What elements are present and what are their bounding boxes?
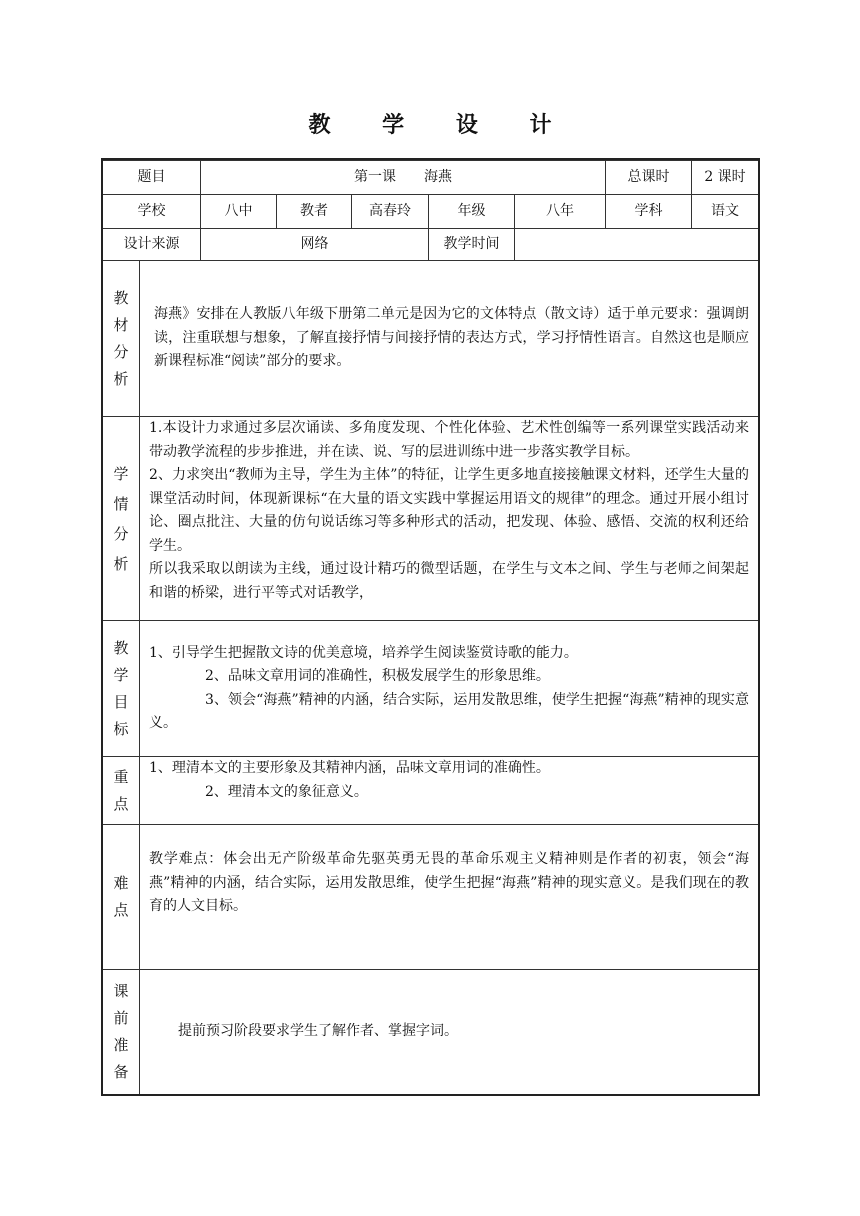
school-label: 学校 xyxy=(102,194,201,229)
page-title: 教 学 设 计 xyxy=(308,112,574,138)
difficulties-label xyxy=(102,824,140,970)
label-char: 分 xyxy=(113,524,129,543)
label-char: 难 xyxy=(113,874,129,892)
label-char: 学 xyxy=(113,665,129,684)
goal-item-2: 2、品味文章用词的准确性，积极发展学生的形象思维。 xyxy=(205,668,550,684)
material-analysis-content xyxy=(139,260,759,417)
label-char: 点 xyxy=(113,901,129,919)
label-char: 析 xyxy=(113,554,129,573)
key-point-item-2: 2、理清本文的象征意义。 xyxy=(205,783,368,800)
key-points-label xyxy=(102,756,140,825)
learner-analysis-item-3: 所以我采取以朗读为主线，通过设计精巧的微型话题，在学生与文本之间、学生与老师之间架起和谐的桥梁，进行平等式对话教学， xyxy=(149,561,749,601)
total-hours-label: 总课时 xyxy=(605,160,692,195)
preparation-label xyxy=(102,969,140,1095)
difficulties-text: 教学难点：体会出无产阶级革命先驱英勇无畏的革命乐观主义精神则是作者的初衷，领会“海燕”精神的内涵，结合实际，运用发散思维，使学生把握“海燕”精神的现实意义。是我们现在的教育的人文目标。 xyxy=(149,851,749,914)
teacher-value: 高春玲 xyxy=(351,194,429,229)
label-char: 重 xyxy=(113,767,129,786)
grade-value: 八年 xyxy=(514,194,606,229)
teaching-time-label: 教学时间 xyxy=(428,228,515,261)
teaching-time-value xyxy=(514,228,759,261)
key-points-content xyxy=(139,756,759,825)
material-analysis-label xyxy=(102,260,140,417)
topic-label: 题目 xyxy=(102,160,201,195)
subject-value: 语文 xyxy=(691,194,759,229)
label-char: 备 xyxy=(113,1063,129,1081)
label-char: 析 xyxy=(113,369,129,388)
learner-analysis-content xyxy=(139,416,759,621)
goal-item-3: 3、领会“海燕”精神的内涵，结合实际，运用发散思维，使学生把握“海燕”精神的现实意义。 xyxy=(149,691,749,731)
teaching-goals-label xyxy=(102,620,140,757)
learner-analysis-label xyxy=(102,416,140,621)
label-char: 目 xyxy=(113,692,129,711)
source-value: 网络 xyxy=(200,228,429,261)
material-analysis-text: 海燕》安排在人教版八年级下册第二单元是因为它的文体特点（散文诗）适于单元要求：强调朗读，注重联想与想象，了解直接抒情与间接抒情的表达方式，学习抒情性语言。自然这也是顺应新课程标准“阅读”部分的要求。 xyxy=(154,306,749,370)
label-char: 情 xyxy=(113,494,129,513)
school-value: 八中 xyxy=(200,194,277,229)
grade-label: 年级 xyxy=(428,194,515,229)
teaching-goals-content xyxy=(139,620,759,757)
label-char: 材 xyxy=(113,315,129,334)
label-char: 分 xyxy=(113,342,129,361)
preparation-content xyxy=(139,969,759,1095)
total-hours-value: 2 课时 xyxy=(691,160,759,195)
label-char: 教 xyxy=(113,288,129,307)
label-char: 前 xyxy=(113,1009,129,1027)
learner-analysis-item-1: 1.本设计力求通过多层次诵读、多角度发现、个性化体验、艺术性创编等一系列课堂实践活动来带动教学流程的步步推进，并在读、说、写的层进训练中进一步落实教学目标。 xyxy=(149,420,749,460)
source-label: 设计来源 xyxy=(102,228,201,261)
label-char: 准 xyxy=(113,1036,129,1054)
label-char: 学 xyxy=(113,464,129,483)
preparation-text: 提前预习阶段要求学生了解作者、掌握字词。 xyxy=(178,1023,458,1040)
subject-label: 学科 xyxy=(605,194,692,229)
label-char: 点 xyxy=(113,794,129,813)
key-point-item-1: 1、理清本文的主要形象及其精神内涵，品味文章用词的准确性。 xyxy=(149,760,550,776)
goal-item-1: 1、引导学生把握散文诗的优美意境，培养学生阅读鉴赏诗歌的能力。 xyxy=(149,644,578,661)
topic-value: 第一课 海燕 xyxy=(200,160,606,195)
learner-analysis-item-2: 2、力求突出“教师为主导，学生为主体”的特征，让学生更多地直接接触课文材料，还学生大量的课堂活动时间，体现新课标“在大量的语文实践中掌握运用语文的规律”的理念。通过开展小组讨论、圈点批注、大量的仿句说话练习等多种形式的活动，把发现、体验、感悟、交流的权利还给学生。 xyxy=(149,467,749,554)
label-char: 课 xyxy=(113,982,129,1000)
teacher-label: 教者 xyxy=(276,194,352,229)
difficulties-content xyxy=(139,824,759,970)
label-char: 标 xyxy=(113,719,129,738)
label-char: 教 xyxy=(113,638,129,657)
